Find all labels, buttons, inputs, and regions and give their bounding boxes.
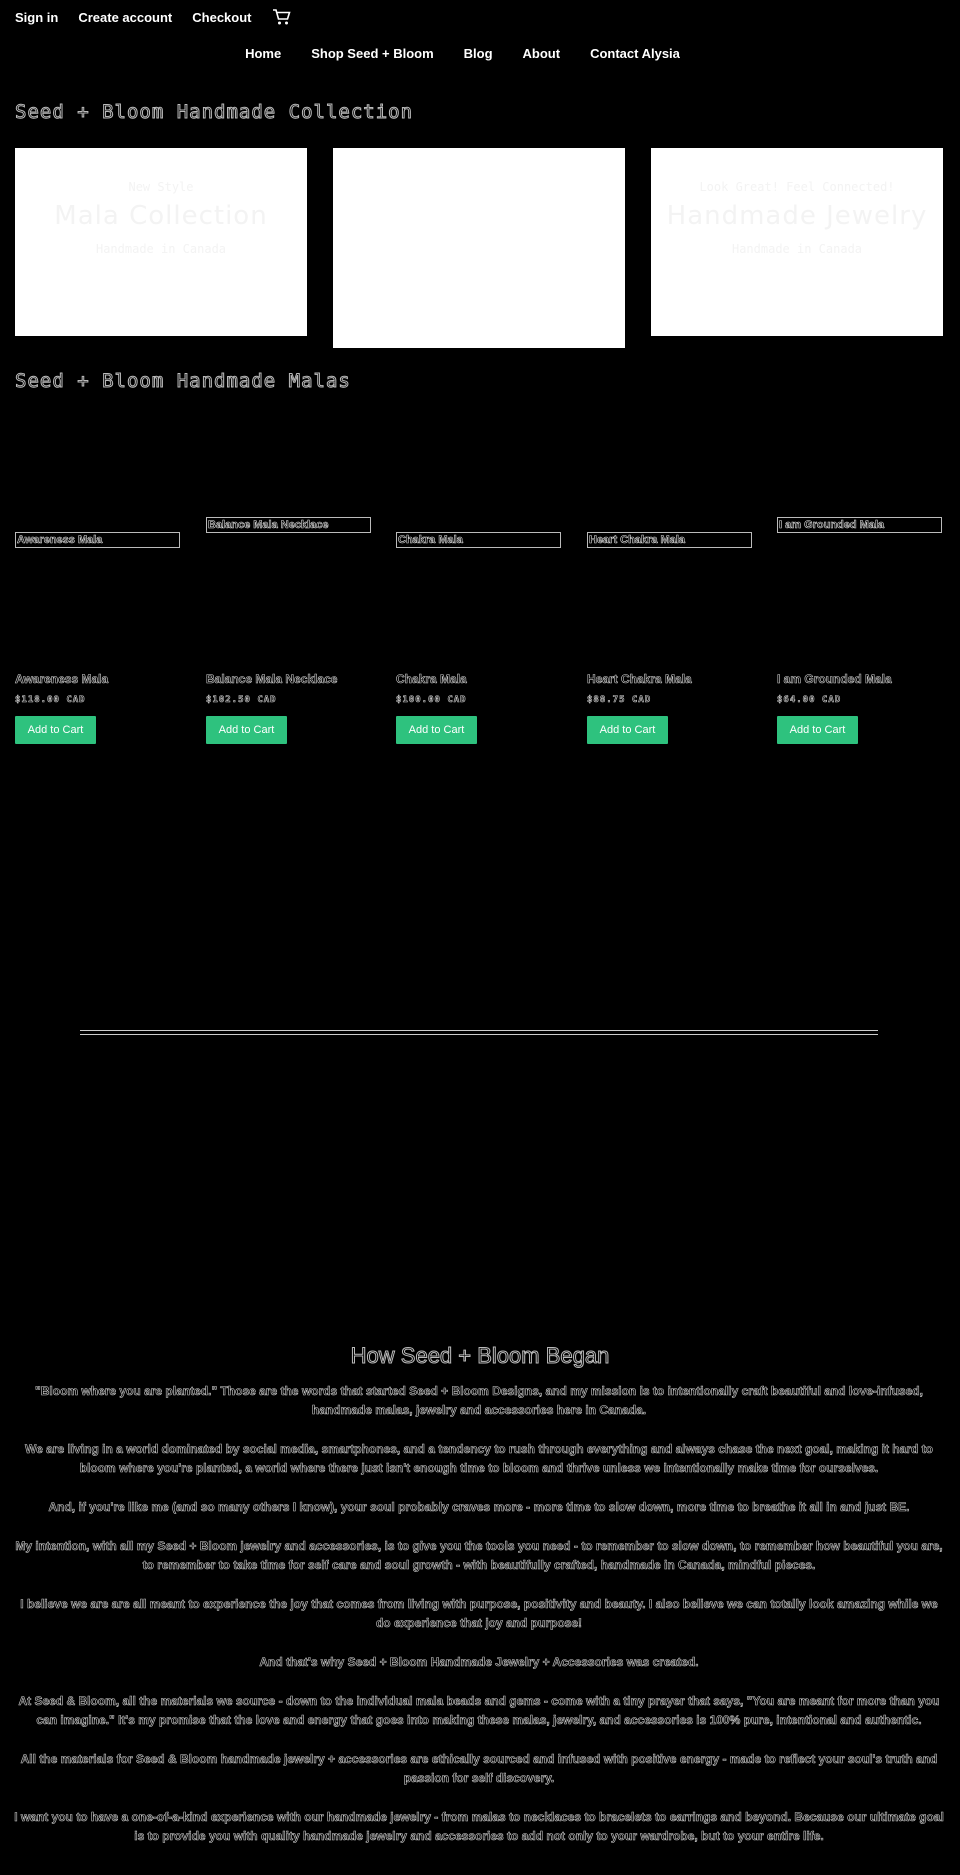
story-paragraph: And, if you're like me (and so many others I know), your soul probably craves more - more time to slow down, more time to breathe it all in and just BE. xyxy=(48,1500,910,1514)
banner-mala-collection[interactable] xyxy=(15,148,307,336)
product-image[interactable]: I am Grounded Mala xyxy=(777,517,942,533)
story-paragraph: We are living in a world dominated by social media, smartphones, and a tendency to rush through everything and always chase the next goal, making it hard to bloom where you're planted, a world where there just isn't enough time to bloom and thrive unless we intentionally make time for ourselves. xyxy=(25,1442,933,1475)
banner-subtext: Handmade in Canada xyxy=(731,242,863,256)
product-name[interactable]: Chakra Mala xyxy=(396,672,467,686)
product-price: $118.00 CAD xyxy=(15,695,86,705)
story-title: How Seed + Bloom Began xyxy=(350,1343,610,1368)
story-paragraph: My intention, with all my Seed + Bloom jewelry and accessories, is to give you the tools you need - to remember to slow down, to remember how beautiful you are, to remember to take time for self care and soul growth - with beautifully crafted, handmade in Canada, mindful pieces. xyxy=(15,1539,943,1572)
story-paragraph: And that's why Seed + Bloom Handmade Jewelry + Accessories was created. xyxy=(259,1655,699,1669)
nav-home[interactable]: Home xyxy=(245,46,282,61)
account-bar xyxy=(15,6,292,28)
product-name[interactable]: Heart Chakra Mala xyxy=(587,672,692,686)
story-paragraph: I want you to have a one-of-a-kind experience with our handmade jewelry - from malas to necklaces to bracelets to earrings and beyond. Because our ultimate goal is to provide you with quality handmade jewelry and accessories to add not only to your wardrobe, but to your entire life. xyxy=(14,1810,944,1843)
cart-icon[interactable] xyxy=(272,8,292,26)
product-image[interactable]: Awareness Mala xyxy=(15,532,180,548)
add-to-cart-button[interactable]: Add to Cart xyxy=(396,716,477,744)
product-name[interactable]: Balance Mala Necklace xyxy=(206,672,338,686)
main-nav xyxy=(0,46,960,61)
product-name[interactable]: Awareness Mala xyxy=(15,672,109,686)
nav-blog[interactable]: Blog xyxy=(463,46,493,61)
add-to-cart-button[interactable]: Add to Cart xyxy=(206,716,287,744)
banner-center[interactable] xyxy=(333,148,625,348)
banner-headline: Mala Collection xyxy=(54,201,268,231)
story-paragraph: At Seed & Bloom, all the materials we source - down to the individual mala beads and gems - come with a tiny prayer that says, "You are meant for more than you can imagine." It's my promise that the love and energy that goes into making these malas, jewelry, and accessories is 100% pure, intentional and authentic. xyxy=(18,1694,940,1727)
story-text: here in Canada. xyxy=(553,1403,647,1417)
collection-title: Seed + Bloom Handmade Collection xyxy=(15,101,414,123)
story-emphasis: handmade malas, jewelry and accessories xyxy=(311,1403,554,1417)
sign-in-link[interactable]: Sign in xyxy=(15,9,59,25)
product-price: $88.75 CAD xyxy=(587,695,652,705)
story-paragraph: I believe we are are all meant to experience the joy that comes from living with purpose, positivity and beauty. I also believe we can totally look amazing while we do experience that joy and purpose! xyxy=(20,1597,938,1630)
add-to-cart-button[interactable]: Add to Cart xyxy=(587,716,668,744)
banner-handmade-jewelry[interactable] xyxy=(651,148,943,336)
nav-shop[interactable]: Shop Seed + Bloom xyxy=(311,46,434,61)
create-account-link[interactable]: Create account xyxy=(78,9,173,25)
add-to-cart-button[interactable]: Add to Cart xyxy=(15,716,96,744)
product-price: $102.50 CAD xyxy=(206,695,277,705)
story-paragraph: All the materials for Seed & Bloom handmade jewelry + accessories are ethically sourced and infused with positive energy - made to reflect your soul's truth and passion for self discovery. xyxy=(20,1752,938,1785)
product-price: $64.00 CAD xyxy=(777,695,842,705)
product-image[interactable]: Heart Chakra Mala xyxy=(587,532,752,548)
product-price: $100.00 CAD xyxy=(396,695,467,705)
banner-subtext: Handmade in Canada xyxy=(95,242,227,256)
story-text: "Bloom where you are planted." Those are the words that started Seed + Bloom Designs, and my mission is to intentionally craft beautiful and love-infused, xyxy=(35,1384,923,1398)
section-divider xyxy=(80,1030,878,1035)
product-name[interactable]: I am Grounded Mala xyxy=(777,672,892,686)
banner-headline: Handmade Jewelry xyxy=(666,201,928,231)
story-section xyxy=(14,1382,944,1866)
add-to-cart-button[interactable]: Add to Cart xyxy=(777,716,858,744)
product-image[interactable]: Balance Mala Necklace xyxy=(206,517,371,533)
nav-contact[interactable]: Contact Alysia xyxy=(590,46,680,61)
checkout-link[interactable]: Checkout xyxy=(192,9,252,25)
story-paragraph xyxy=(14,1382,944,1420)
product-image[interactable]: Chakra Mala xyxy=(396,532,561,548)
banner-kicker: New Style xyxy=(128,180,194,194)
nav-about[interactable]: About xyxy=(522,46,561,61)
banner-kicker: Look Great! Feel Connected! xyxy=(699,180,895,194)
malas-title: Seed + Bloom Handmade Malas xyxy=(15,370,351,392)
